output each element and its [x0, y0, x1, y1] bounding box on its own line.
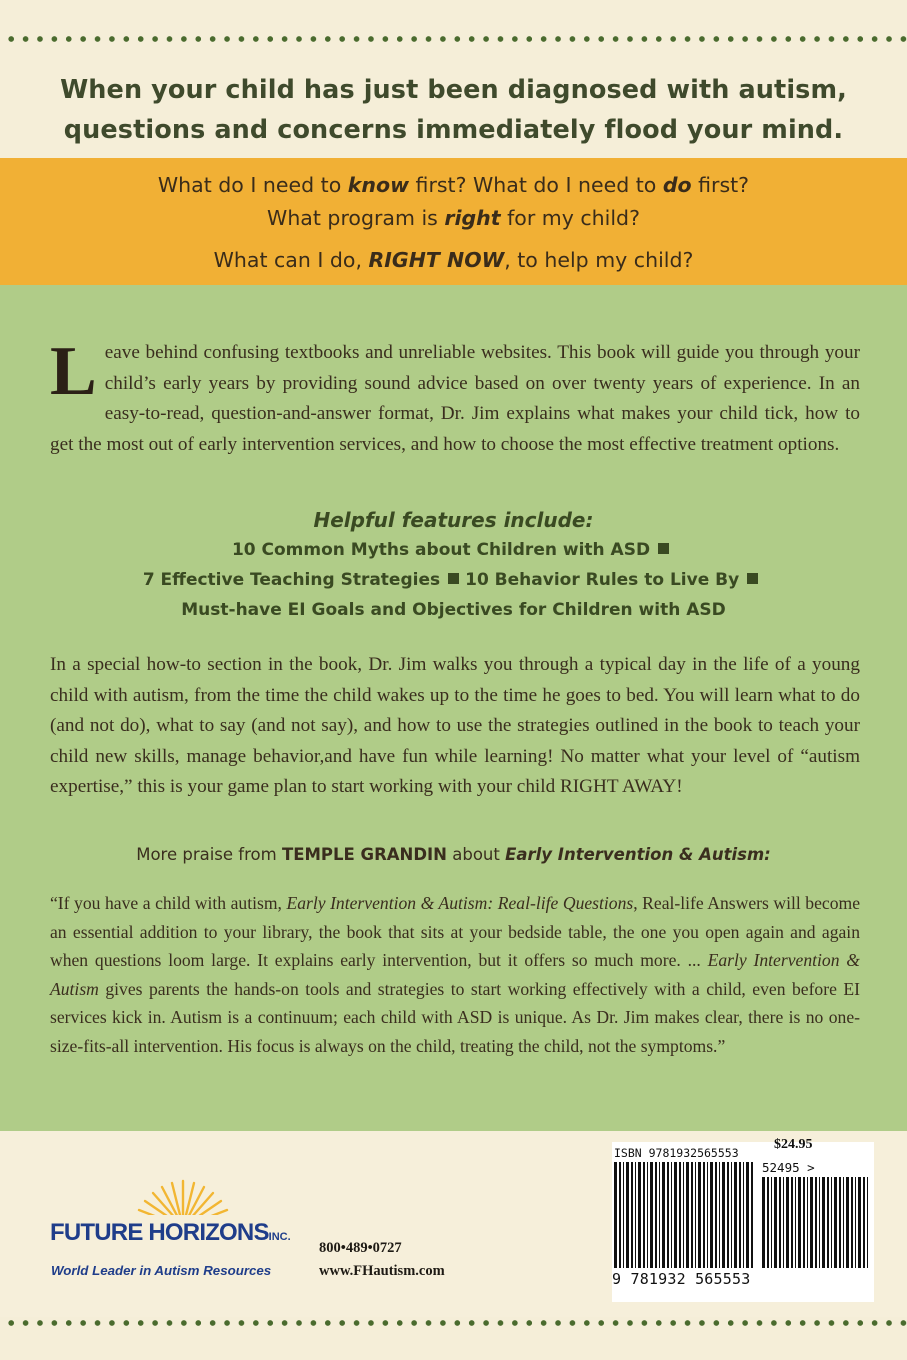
barcode-bar: [762, 1177, 765, 1268]
barcode-bar: [867, 1177, 868, 1268]
barcode-bar: [839, 1177, 841, 1268]
publisher-name: FUTURE HORIZONSINC.: [50, 1219, 291, 1246]
feature-line-2: 7 Effective Teaching Strategies 10 Behavior Rules to Live By: [0, 570, 907, 590]
headline: [0, 70, 907, 150]
barcode-bar: [731, 1162, 732, 1268]
barcode-bar: [635, 1162, 636, 1268]
barcode-bar: [707, 1162, 708, 1268]
ean-digits: 9 781932 565553: [612, 1270, 751, 1288]
intro-text: eave behind confusing textbooks and unreliable websites. This book will guide you through your child’s early years by providing sound advice based on over twenty years of experience. In an easy-to-read, question-and-answer format, Dr. Jim explains what makes your child tick, how to get the most out of early intervention services, and how to choose the most effective treatment options.: [50, 342, 860, 455]
barcode-bar: [791, 1177, 793, 1268]
barcode-bar: [674, 1162, 677, 1268]
barcode-bar: [743, 1162, 744, 1268]
barcode-bar: [683, 1162, 684, 1268]
top-dotted-border: [0, 33, 907, 45]
barcode-bar: [798, 1177, 801, 1268]
barcode-bar: [667, 1162, 669, 1268]
barcode-bar: [619, 1162, 621, 1268]
barcode-bar: [727, 1162, 729, 1268]
barcode-bar: [679, 1162, 681, 1268]
price-code: 52495 >: [762, 1160, 815, 1175]
endorsement-quote: “If you have a child with autism, Early Intervention & Autism: Real-life Questions, Real-life Answers will become an essential addition to your library, the book that sits at your bedside table, the one you open again and again when questions loom large. It explains early intervention, but it offers so much more. ... Early Intervention & Autism gives parents the hands-on tools and strategies to start working effectively with a child, even before EI services kick in. Autism is a continuum; each child with ASD is unique. As Dr. Jim makes clear, there is no one-size-fits-all intervention. His focus is always on the child, treating the child, not the symptoms.”: [50, 893, 860, 1056]
publisher-phone: 800•489•0727: [319, 1240, 402, 1256]
barcode-bar: [710, 1162, 713, 1268]
barcode-bar: [771, 1177, 772, 1268]
barcode-bar: [703, 1162, 705, 1268]
drop-cap: L: [50, 333, 97, 410]
intro-paragraph: [50, 333, 860, 460]
barcode-bar: [715, 1162, 717, 1268]
barcode-bar: [659, 1162, 660, 1268]
barcode-bar: [734, 1162, 737, 1268]
barcode-bar: [810, 1177, 813, 1268]
howto-paragraph: In a special how-to section in the book, Dr. Jim walks you through a typical day in the life of a young child with autism, from the time the child wakes up to the time he goes to bed. You will learn what to do (and not do), what to say (and not say), and how to use the strategies outlined in the book to teach your child new skills, manage behavior,and have fun while learning! No matter what your level of “autism expertise,” this is your game plan to start working with your child RIGHT AWAY!: [50, 654, 860, 798]
barcode-bar: [719, 1162, 720, 1268]
barcode-bar: [722, 1162, 725, 1268]
barcode-bar: [779, 1177, 781, 1268]
bottom-dotted-border: [0, 1317, 907, 1329]
question-2: What program is right for my child?: [267, 206, 640, 230]
barcode-bar: [650, 1162, 653, 1268]
barcode-bar: [822, 1177, 825, 1268]
barcode-bar: [851, 1177, 853, 1268]
feature-line-1: 10 Common Myths about Children with ASD: [0, 540, 907, 560]
praise-heading: More praise from TEMPLE GRANDIN about Early Intervention & Autism:: [136, 845, 771, 864]
barcode-bar: [746, 1162, 749, 1268]
square-bullet-icon: [448, 573, 459, 584]
publisher-website[interactable]: www.FHautism.com: [319, 1263, 445, 1279]
feature-line-3: Must-have EI Goals and Objectives for Children with ASD: [181, 600, 726, 620]
barcode-bar: [858, 1177, 861, 1268]
barcode-bar: [846, 1177, 849, 1268]
question-1: What do I need to know first? What do I need to do first?: [157, 173, 750, 197]
barcode-bar: [843, 1177, 844, 1268]
barcode-bar: [834, 1177, 837, 1268]
barcode-bar: [831, 1177, 832, 1268]
barcode-bar: [662, 1162, 665, 1268]
barcode-bar: [623, 1162, 624, 1268]
square-bullet-icon: [747, 573, 758, 584]
barcode-bar: [631, 1162, 633, 1268]
isbn-label: ISBN 9781932565553: [614, 1146, 739, 1160]
barcode-bar: [686, 1162, 689, 1268]
barcode-bar: [803, 1177, 805, 1268]
barcode-bar: [751, 1162, 753, 1268]
barcode-bar: [698, 1162, 701, 1268]
barcode-bar: [827, 1177, 829, 1268]
questions-band: [0, 158, 907, 285]
barcode-bar: [783, 1177, 784, 1268]
barcode-bar: [638, 1162, 641, 1268]
barcode-bar: [643, 1162, 645, 1268]
barcode-bar: [695, 1162, 696, 1268]
barcode-bar: [819, 1177, 820, 1268]
price-label: $24.95: [774, 1137, 813, 1152]
ean-barcode: [614, 1162, 754, 1268]
barcode-block: [612, 1137, 874, 1302]
barcode-bar: [671, 1162, 672, 1268]
barcode-bar: [795, 1177, 796, 1268]
barcode-bar: [739, 1162, 741, 1268]
question-3: What can I do, RIGHT NOW, to help my child?: [213, 248, 694, 272]
publisher-tagline: World Leader in Autism Resources: [51, 1263, 272, 1278]
barcode-bar: [807, 1177, 808, 1268]
square-bullet-icon: [658, 543, 669, 554]
barcode-bar: [647, 1162, 648, 1268]
features-title: Helpful features include:: [313, 508, 594, 532]
barcode-bar: [774, 1177, 777, 1268]
barcode-bar: [614, 1162, 617, 1268]
barcode-bar: [626, 1162, 629, 1268]
barcode-bar: [863, 1177, 865, 1268]
headline-line-2: questions and concerns immediately flood your mind.: [63, 115, 844, 145]
headline-line-1: When your child has just been diagnosed with autism,: [60, 75, 847, 105]
barcode-bar: [815, 1177, 817, 1268]
barcode-bar: [655, 1162, 657, 1268]
publisher-logo: [50, 1175, 300, 1285]
barcode-bar: [786, 1177, 789, 1268]
barcode-bar: [691, 1162, 693, 1268]
barcode-bar: [767, 1177, 769, 1268]
price-barcode: [762, 1177, 870, 1268]
barcode-bar: [855, 1177, 856, 1268]
